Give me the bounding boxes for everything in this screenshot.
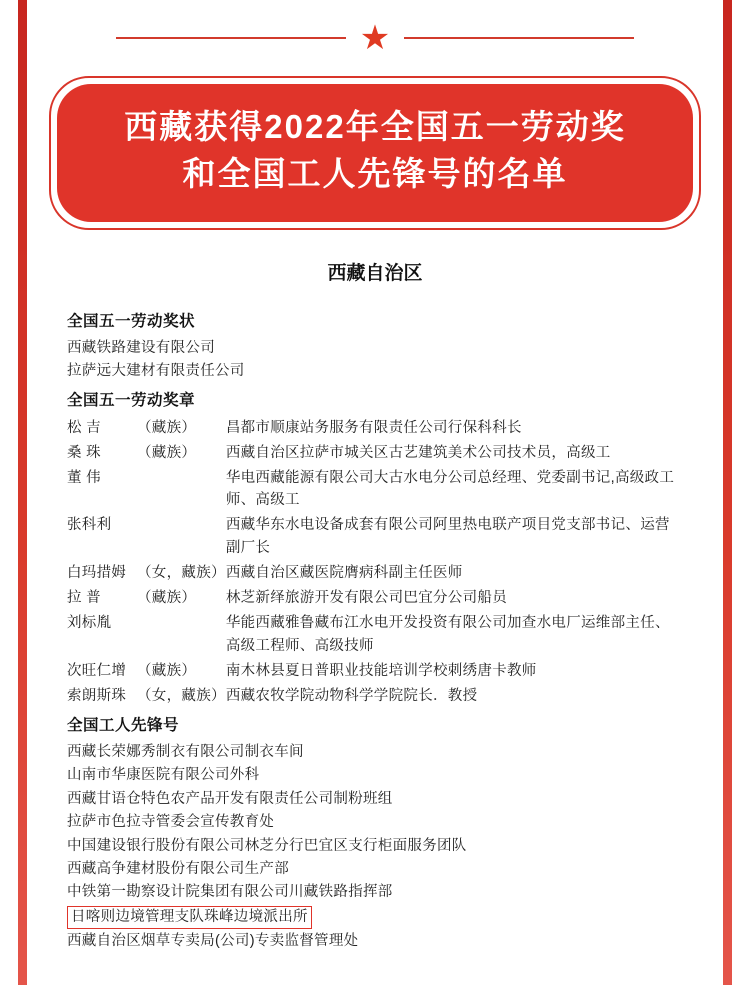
recipient-description: 西藏华东水电设备成套有限公司阿里热电联产项目党支部书记、运营副厂长 xyxy=(225,517,670,557)
list-item: 中国建设银行股份有限公司林芝分行巴宜区支行柜面服务团队 xyxy=(67,837,467,854)
medal-recipients-table xyxy=(67,416,683,709)
headline-banner xyxy=(49,76,701,230)
highlighted-list-item: 日喀则边境管理支队珠峰边境派出所 xyxy=(67,906,312,929)
section-title-pioneer-units: 全国工人先锋号 xyxy=(67,716,180,734)
table-row xyxy=(67,441,683,466)
region-title: 西藏自治区 xyxy=(327,262,423,284)
table-row xyxy=(67,611,683,659)
recipient-ethnicity: （藏族） xyxy=(137,444,197,461)
recipient-description: 西藏自治区藏医院膺病科副主任医师 xyxy=(225,565,463,582)
section-title-awards-certificate: 全国五一劳动奖状 xyxy=(67,312,196,330)
list-item: 拉萨市色拉寺管委会宣传教育处 xyxy=(67,814,275,831)
poster-page xyxy=(27,0,723,985)
divider-line-right xyxy=(404,37,634,39)
list-item: 拉萨远大建材有限责任公司 xyxy=(67,363,245,380)
recipient-ethnicity xyxy=(137,466,226,514)
document-content xyxy=(27,230,723,954)
recipient-name: 桑 珠 xyxy=(67,444,101,461)
list-item: 山南市华康医院有限公司外科 xyxy=(67,767,260,784)
recipient-description: 南木林县夏日普职业技能培训学校刺绣唐卡教师 xyxy=(225,662,537,679)
section-list-pioneer-units xyxy=(67,741,683,954)
recipient-ethnicity: （藏族） xyxy=(137,419,197,436)
list-item: 西藏铁路建设有限公司 xyxy=(67,339,215,356)
recipient-description: 西藏自治区拉萨市城关区古艺建筑美术公司技术员，高级工 xyxy=(225,444,611,461)
table-row xyxy=(67,659,683,684)
table-row xyxy=(67,513,683,561)
recipient-description: 西藏农牧学院动物科学学院院长．教授 xyxy=(225,687,478,704)
recipient-name: 张科利 xyxy=(67,517,112,534)
table-row xyxy=(67,416,683,441)
recipient-name: 次旺仁增 xyxy=(67,662,127,679)
recipient-description: 华电西藏能源有限公司大古水电分公司总经理、党委副书记,高级政工师、高级工 xyxy=(225,469,675,509)
list-item: 中铁第一勘察设计院集团有限公司川藏铁路指挥部 xyxy=(67,884,393,901)
recipient-name: 刘标胤 xyxy=(67,614,112,631)
divider-line-left xyxy=(116,37,346,39)
list-item: 西藏甘语仓特色农产品开发有限责任公司制粉班组 xyxy=(67,790,393,807)
table-row xyxy=(67,684,683,709)
section-list-awards-certificate xyxy=(67,337,683,384)
recipient-description: 华能西藏雅鲁藏布江水电开发投资有限公司加查水电厂运维部主任、高级工程师、高级技师 xyxy=(225,614,670,654)
recipient-name: 拉 普 xyxy=(67,590,101,607)
recipient-ethnicity xyxy=(137,611,226,659)
recipient-ethnicity: （女，藏族） xyxy=(137,565,226,582)
recipient-ethnicity: （藏族） xyxy=(137,662,197,679)
table-row xyxy=(67,561,683,586)
recipient-name: 董 伟 xyxy=(67,469,101,486)
recipient-description: 昌都市顺康站务服务有限责任公司行保科科长 xyxy=(225,419,522,436)
table-row xyxy=(67,466,683,514)
headline-line-2: 和全国工人先锋号的名单 xyxy=(182,154,568,192)
list-item: 西藏长荣娜秀制衣有限公司制衣车间 xyxy=(67,743,304,760)
section-title-awards-medal: 全国五一劳动奖章 xyxy=(67,391,196,409)
recipient-ethnicity xyxy=(137,513,226,561)
recipient-name: 索朗斯珠 xyxy=(67,687,127,704)
star-divider xyxy=(27,0,723,76)
star-icon: ★ xyxy=(359,19,391,57)
list-item: 西藏高争建材股份有限公司生产部 xyxy=(67,860,289,877)
left-red-rail xyxy=(18,0,27,985)
headline-line-1: 西藏获得2022年全国五一劳动奖 xyxy=(124,108,626,145)
right-red-rail xyxy=(723,0,732,985)
recipient-name: 松 吉 xyxy=(67,419,101,436)
recipient-name: 白玛措姆 xyxy=(67,565,127,582)
table-row xyxy=(67,586,683,611)
recipient-description: 林芝新绎旅游开发有限公司巴宜分公司船员 xyxy=(225,590,508,607)
recipient-ethnicity: （女，藏族） xyxy=(137,687,226,704)
recipient-ethnicity: （藏族） xyxy=(137,590,197,607)
headline-banner-inner xyxy=(57,84,693,222)
list-item: 西藏自治区烟草专卖局(公司)专卖监督管理处 xyxy=(67,932,359,949)
